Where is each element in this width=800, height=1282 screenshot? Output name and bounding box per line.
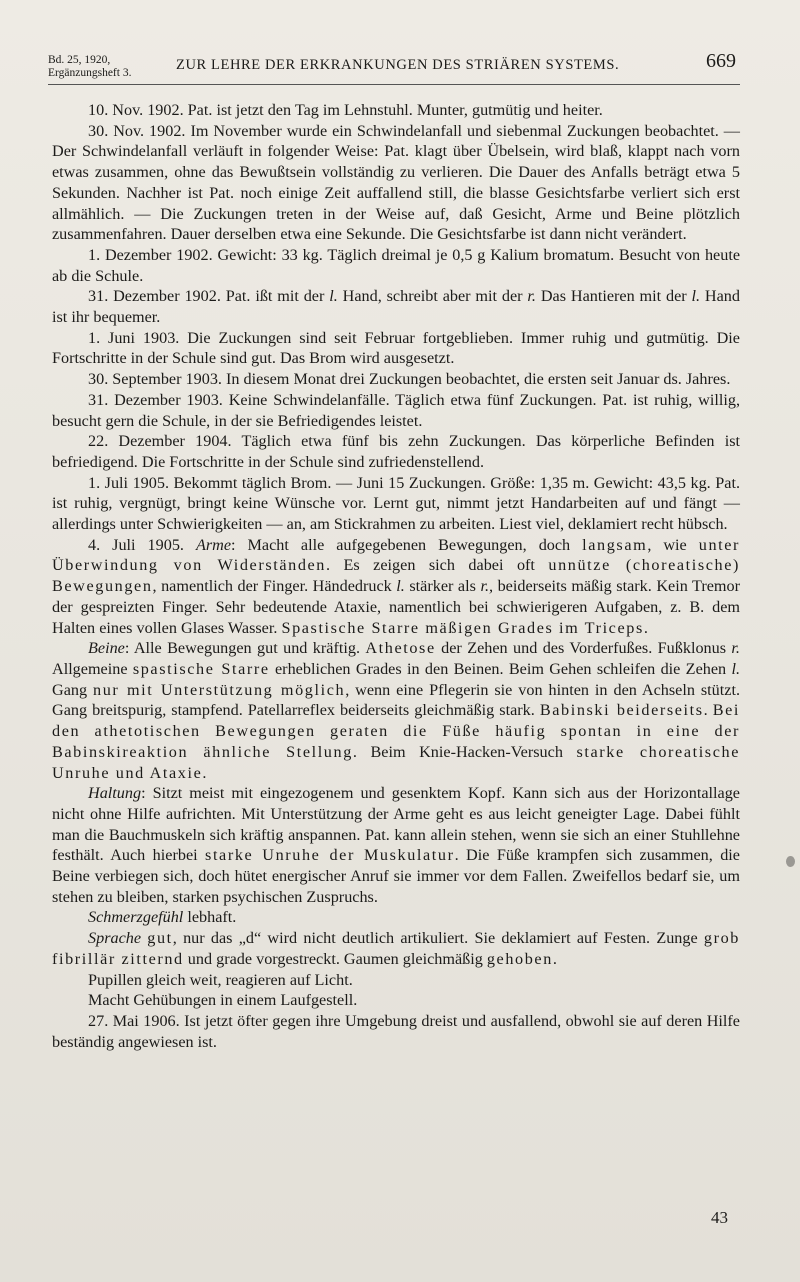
page-number: 669 [706, 50, 736, 72]
section-label-arme: Arme [195, 535, 232, 554]
entry-1902-12-31: 31. Dezember 1902. Pat. ißt mit der l. Hand, schreibt aber mit der r. Das Hantieren mit der l. Hand ist ihr bequemer. [52, 287, 740, 327]
entry-1906-05-27: 27. Mai 1906. Ist jetzt öfter gegen ihre Umgebung dreist und ausfallend, obwohl sie auf deren Hilfe beständig angewiesen ist. [52, 1011, 740, 1051]
entry-1902-12-01: 1. Dezember 1902. Gewicht: 33 kg. Täglich dreimal je 0,5 g Kalium bromatum. Besucht von heute ab die Schule. [52, 245, 740, 285]
supplement-line: Ergänzungsheft 3. [48, 67, 132, 79]
entry-1903-06-01: 1. Juni 1903. Die Zuckungen sind seit Februar fortgeblieben. Immer ruhig und gutmütig. Die Fortschritte in der Schule sind gut. Das Brom wird ausgesetzt. [52, 328, 740, 368]
entry-pupillen: Pupillen gleich weit, reagieren auf Licht. [88, 970, 353, 989]
page-header [48, 40, 740, 85]
section-label-haltung: Haltung [88, 784, 142, 803]
volume-line: Bd. 25, 1920, [48, 54, 111, 66]
entry-sprache: Sprache gut, nur das „d“ wird nicht deutlich artikuliert. Sie deklamiert auf Festen. Zunge grob fibrillär zitternd und grade vorgestreckt. Gaumen gleichmäßig gehoben. [52, 929, 740, 968]
entry-1904-12-22: 22. Dezember 1904. Täglich etwa fünf bis zehn Zuckungen. Das körperliche Befinden ist befriedigend. Die Fortschritte in der Schule sind zufriedenstellend. [52, 432, 740, 471]
entry-arme: 4. Juli 1905. Arme: Macht alle aufgegebenen Bewegungen, doch langsam, wie unter Überwindung von Widerständen. Es zeigen sich dabei oft unnütze (choreatische) Bewegungen, namentlich der Finger. Händedruck l. stärker als r., beiderseits mäßig stark. Kein Tremor der gespreizten Finger. Sehr bedeutende Ataxie, namentlich bei schwierigeren Aufgaben, z. B. dem Halten eines vollen Glases Wasser. Spastische Starre mäßigen Grades im Triceps. [52, 535, 741, 637]
entry-haltung: Haltung: Sitzt meist mit eingezogenem und gesenktem Kopf. Kann sich aus der Horizontallage nicht ohne Hilfe aufrichten. Mit Unterstützung der Arme geht es aus leicht geneigter Lage. Dabei fühlt man die Bauchmuskeln sich kräftig anspannen. Pat. kann allein stehen, wenn sie sich an einer Stuhllehne festhält. Auch hierbei starke Unruhe der Muskulatur. Die Füße krampfen sich zusammen, die Beine verbiegen sich, doch hütet energischer Anruf sie immer vor dem Fallen. Zweifellos bedarf sie, um stehen zu bleiben, starken psychischen Zuspruchs. [52, 784, 740, 906]
signature-mark: 43 [711, 1208, 728, 1227]
entry-schmerzgefuehl: Schmerzgefühl lebhaft. [88, 908, 237, 927]
entry-beine: Beine: Alle Bewegungen gut und kräftig. Athetose der Zehen und des Vorderfußes. Fußklonus r. Allgemeine spastische Starre erheblichen Grades in den Beinen. Beim Gehen schleifen die Zehen l. Gang nur mit Unterstützung möglich, wenn eine Pflegerin sie von hinten in den Achseln stützt. Gang breitspurig, stampfend. Patellarreflex beiderseits gleichmäßig stark. Babinski beiderseits. Bei den athetotischen Bewegungen geraten die Füße häufig spontan in eine der Babinskireaktion ähnliche Stellung. Beim Knie-Hacken-Versuch starke choreatische Unruhe und Ataxie. [52, 639, 741, 782]
entry-1903-12-31: 31. Dezember 1903. Keine Schwindelanfälle. Täglich etwa fünf Zuckungen. Pat. ist ruhig, willig, besucht gern die Schule, in der sie Befriedigendes leistet. [52, 390, 740, 430]
volume-info [48, 54, 131, 80]
running-title: ZUR LEHRE DER ERKRANKUNGEN DES STRIÄREN SYSTEMS. [176, 57, 620, 73]
section-label-schmerzgefuehl: Schmerzgefühl [88, 908, 184, 927]
section-label-beine: Beine [88, 639, 125, 658]
section-label-sprache: Sprache [88, 929, 142, 948]
entry-gehuebungen: Macht Gehübungen in einem Laufgestell. [88, 991, 358, 1010]
entry-1903-09-30: 30. September 1903. In diesem Monat drei Zuckungen beobachtet, die ersten seit Januar ds. Jahres. [88, 370, 731, 389]
entry-1902-11-10: 10. Nov. 1902. Pat. ist jetzt den Tag im Lehnstuhl. Munter, gutmütig und heiter. [88, 101, 603, 119]
entry-1905-07-01: 1. Juli 1905. Bekommt täglich Brom. — Juni 15 Zuckungen. Größe: 1,35 m. Gewicht: 43,5 kg. Pat. ist ruhig, vergnügt, bringt keine Wünsche vor. Lernt gut, nimmt jetzt Handarbeiten auf und fängt — allerdings unter Schwierigkeiten — an, am Stickrahmen zu arbeiten. Liest viel, deklamiert recht hübsch. [52, 473, 740, 534]
entry-1902-11-30: 30. Nov. 1902. Im November wurde ein Schwindelanfall und siebenmal Zuckungen beobachtet. — Der Schwindelanfall verläuft in folgender Weise: Pat. klagt über Übelsein, wird blaß, klappt nach vorn etwas zusammen, ohne das Bewußtsein vollständig zu verlieren. Die Dauer des Anfalls beträgt etwa 5 Sekunden. Nachher ist Pat. noch einige Zeit auffallend still, die blasse Gesichtsfarbe verliert sich erst allmählich. — Die Zuckungen treten in der Weise auf, daß Gesicht, Arme und Beine plötzlich zusammenfahren. Dauer derselben etwa eine Sekunde. Die Gesichtsfarbe ist dann nicht verändert. [52, 121, 740, 244]
body-text [52, 100, 740, 1052]
ink-spot [786, 856, 795, 867]
